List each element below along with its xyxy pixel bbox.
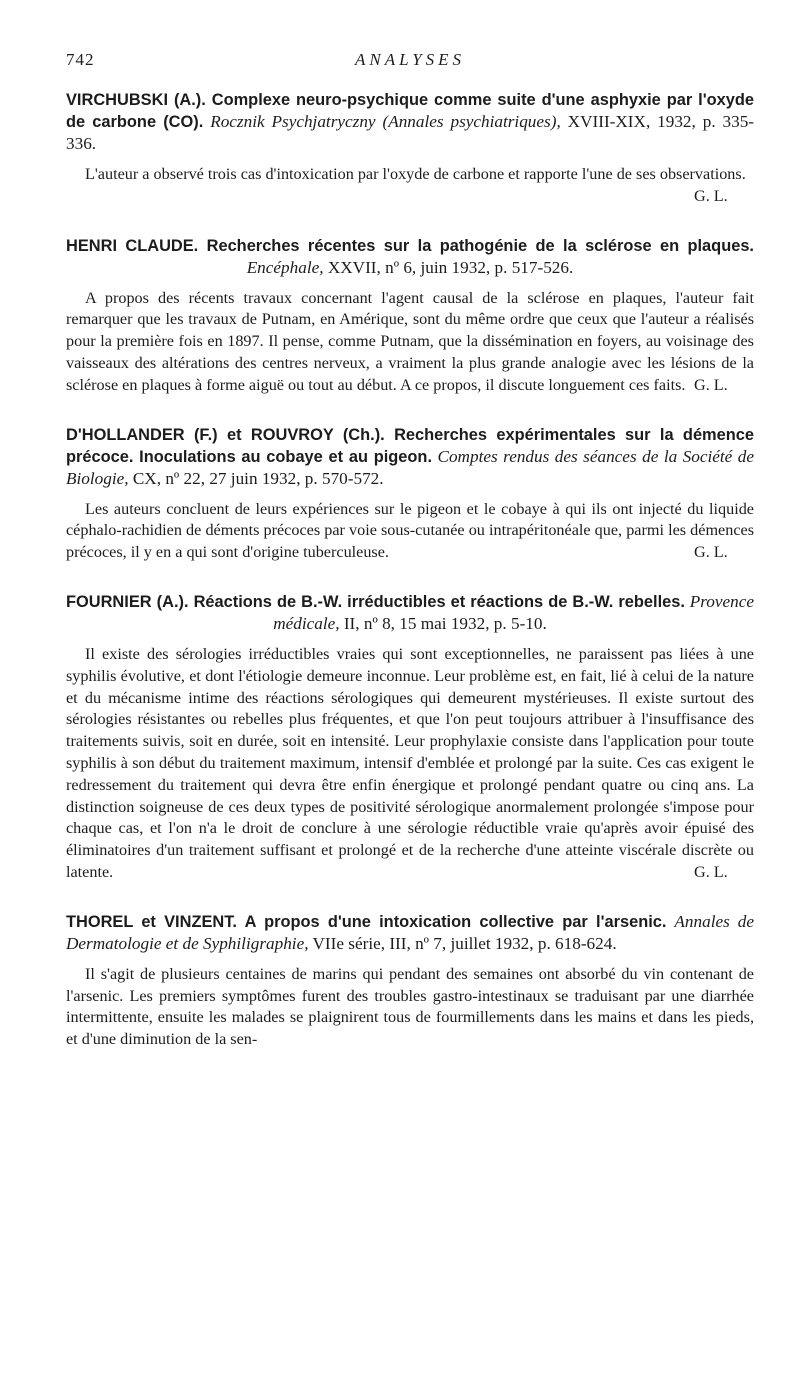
entry-heading: FOURNIER (A.). Réactions de B.-W. irréductibles et réactions de B.-W. rebelles. xyxy=(66,592,685,611)
entry-source: Provence médicale, xyxy=(273,591,754,633)
entry-title xyxy=(66,911,754,954)
abstract-entry xyxy=(66,235,754,397)
running-title: ANALYSES xyxy=(354,50,466,69)
entry-source: Rocznik Psychjatryczny (Annales psychiatriques), xyxy=(210,112,561,131)
entry-title xyxy=(66,591,754,634)
entry-citation: II, nº 8, 15 mai 1932, p. 5-10. xyxy=(343,613,547,633)
entry-signature: G. L. xyxy=(694,186,728,205)
entry-body xyxy=(66,644,754,884)
entry-citation: CX, nº 22, 27 juin 1932, p. 570-572. xyxy=(132,468,384,488)
entry-signature: G. L. xyxy=(694,862,728,881)
entry-body xyxy=(66,164,754,208)
entry-body xyxy=(66,499,754,564)
entry-text: Il s'agit de plusieurs centaines de marins qui pendant des semaines ont absorbé du vin contenant de l'arsenic. Les premiers symptômes furent des troubles gastro-intestinaux se traduisant par une diarrhée intermittente, ensuite les malades se plaignirent tous de fourmillements dans les mains et dans les pieds, et d'une diminution de la sen- xyxy=(66,964,754,1049)
entry-title xyxy=(66,89,754,154)
entry-heading: THOREL et VINZENT. A propos d'une intoxication collective par l'arsenic. xyxy=(66,912,667,931)
abstract-entry xyxy=(66,911,754,1051)
entry-source: Encéphale, xyxy=(246,257,324,277)
entry-source: Annales de Dermatologie et de Syphiligraphie, xyxy=(66,911,754,953)
running-head xyxy=(66,50,754,74)
abstracts-list xyxy=(66,89,754,1051)
entry-title xyxy=(66,424,754,489)
abstract-entry xyxy=(66,424,754,564)
entry-signature: G. L. xyxy=(694,543,728,562)
entry-text: L'auteur a observé trois cas d'intoxication par l'oxyde de carbone et rapporte l'une de ses observations. xyxy=(85,165,746,183)
entry-heading: HENRI CLAUDE. Recherches récentes sur la pathogénie de la sclérose en plaques. xyxy=(66,236,754,255)
entry-citation: XXVII, nº 6, juin 1932, p. 517-526. xyxy=(327,257,574,277)
entry-body xyxy=(66,964,754,1051)
entry-signature: G. L. xyxy=(694,375,728,394)
entry-citation: XVIII-XIX, 1932, p. 335-336. xyxy=(66,112,755,153)
entry-title xyxy=(66,235,754,278)
abstract-entry xyxy=(66,89,754,208)
abstract-entry xyxy=(66,591,754,884)
entry-source: Comptes rendus des séances de la Société de Biologie, xyxy=(66,446,755,488)
entry-body xyxy=(66,288,754,397)
entry-text: Les auteurs concluent de leurs expériences sur le pigeon et le cobaye à qui ils ont injecté du liquide céphalo-rachidien de déments précoces par voie sous-cutanée ou intrapéritonéale que, parmi les démences précoces, il y en a qui sont d'origine tuberculeuse. xyxy=(66,499,754,562)
entry-text: Il existe des sérologies irréductibles vraies qui sont exceptionnelles, ne paraissent pas liées à une syphilis évolutive, et dont l'étiologie demeure inconnue. Leur problème est, en fait, lié à celui de la nature et du mécanisme intime des réactions sérologiques qui demeurent mystérieuses. Il existe surtout des sérologies résistantes ou rebelles plus fréquentes, et que l'on peut toujours attribuer à l'insuffisance des traitements suivis, soit en durée, soit en intensité. Leur prophylaxie consiste dans l'application pour toute syphilis à son début du traitement maximum, intensif d'emblée et prolongé par la suite. Ces cas exigent le redressement du traitement qui devra être enfin énergique et prolongé pendant quatre ou cinq ans. La distinction soigneuse de ces deux types de positivité sérologique anormalement prolongée s'impose pour chaque cas, et l'on n'a le droit de conclure à une sérologie réductible vraie qu'après avoir épuisé des éliminatoires d'un traitement suffisant et prolongé et de la recherche d'une atteinte viscérale discrète ou latente. xyxy=(66,644,754,881)
entry-heading: D'HOLLANDER (F.) et ROUVROY (Ch.). Recherches expérimentales sur la démence précoce. Inoculations au cobaye et au pigeon. xyxy=(66,425,754,466)
entry-citation: VIIe série, III, nº 7, juillet 1932, p. 618-624. xyxy=(312,933,617,953)
entry-text: A propos des récents travaux concernant l'agent causal de la sclérose en plaques, l'auteur fait remarquer que les travaux de Putnam, en Amérique, sont du même ordre que ceux que l'auteur a réalisés pour la première fois en 1897. Il pense, comme Putnam, que la dissémination en foyers, au voisinage des vaisseaux des altérations des centres nerveux, a vraiment la plus grande analogie avec les lésions de la sclérose en plaques à forme aiguë ou tout au début. A ce propos, il discute longuement ces faits. xyxy=(66,288,754,394)
entry-heading: VIRCHUBSKI (A.). Complexe neuro-psychique comme suite d'une asphyxie par l'oxyde de carbone (CO). xyxy=(66,91,754,131)
page-number: 742 xyxy=(66,50,95,69)
